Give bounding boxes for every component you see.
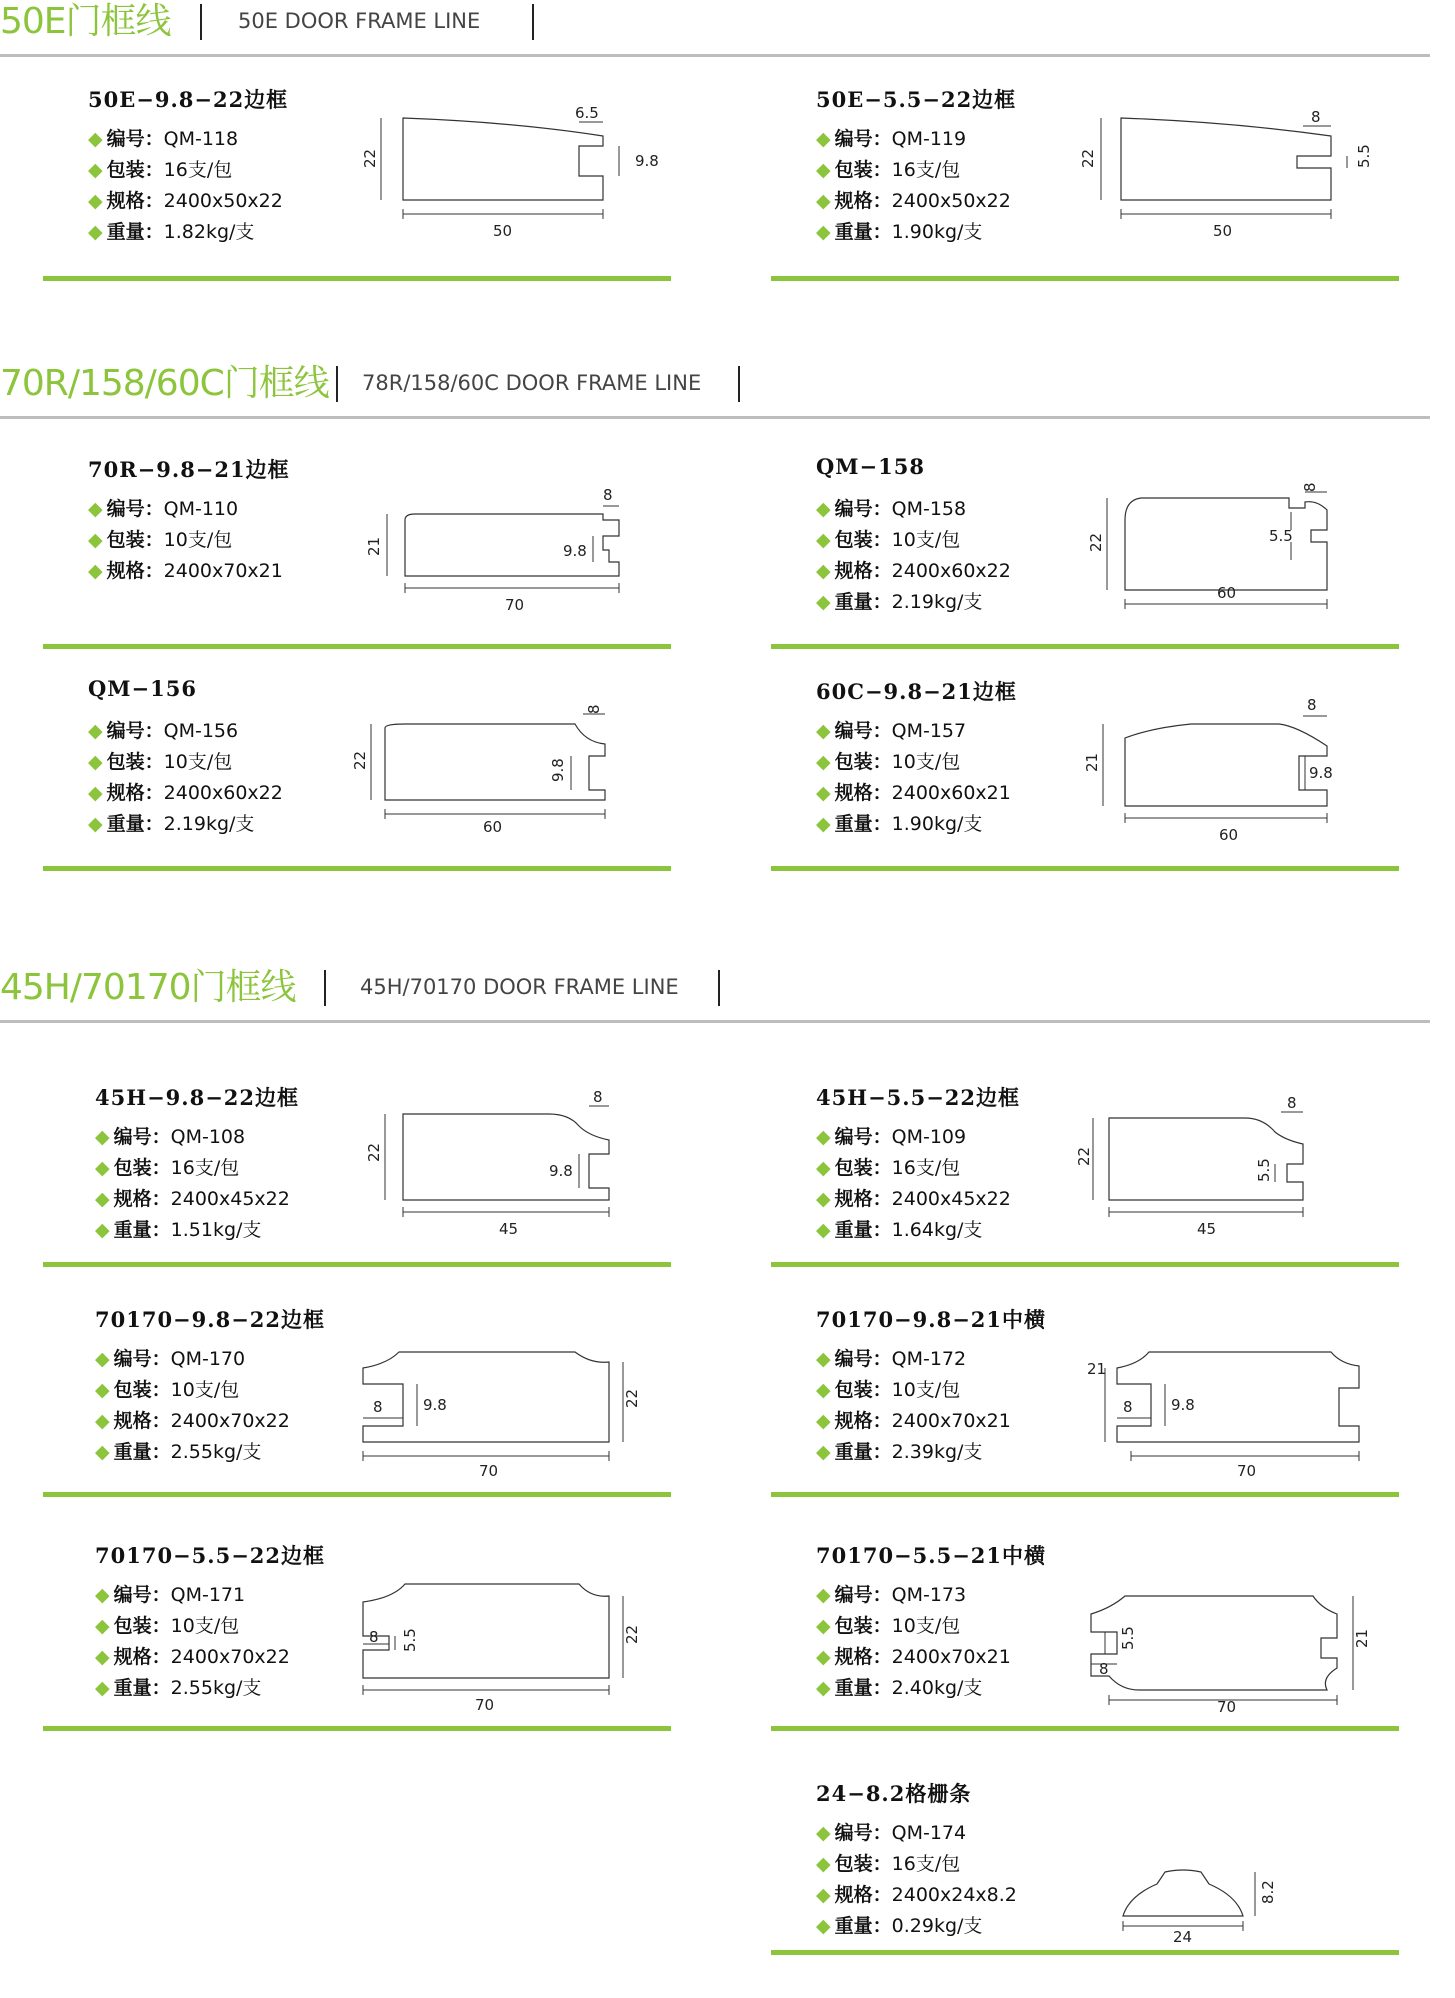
spec-weight: ◆ 重量：1.90kg/支 — [816, 813, 983, 835]
spec-size: ◆ 规格：2400x70x21 — [816, 1646, 1011, 1668]
spec-list — [816, 1580, 1011, 1704]
diamond-bullet-icon: ◆ — [95, 1188, 110, 1210]
card-rule — [771, 1262, 1399, 1267]
spec-size: ◆ 规格：2400x70x22 — [95, 1646, 290, 1668]
spec-list — [88, 124, 283, 248]
card-rule — [43, 866, 671, 871]
product-card — [771, 84, 1399, 304]
card-rule — [771, 644, 1399, 649]
spec-pack: ◆ 包装：10支/包 — [95, 1379, 240, 1401]
card-rule — [43, 1262, 671, 1267]
section-rule — [0, 54, 1430, 57]
card-rule — [771, 1492, 1399, 1497]
diamond-bullet-icon: ◆ — [816, 498, 831, 520]
section-title: 50E门框线 — [0, 1, 171, 42]
spec-list — [95, 1122, 290, 1246]
dim-a: 8 — [1311, 108, 1321, 126]
spec-code: ◆ 编号：QM-172 — [816, 1348, 967, 1370]
spec-pack: ◆ 包装：10支/包 — [816, 751, 961, 773]
spec-size: ◆ 规格：2400x60x21 — [816, 782, 1011, 804]
spec-pack: ◆ 包装：16支/包 — [816, 1853, 961, 1875]
diamond-bullet-icon: ◆ — [816, 1219, 831, 1241]
spec-pack: ◆ 包装：10支/包 — [95, 1615, 240, 1637]
diamond-bullet-icon: ◆ — [95, 1157, 110, 1179]
dim-width: 50 — [1213, 222, 1233, 240]
dim-height: 22 — [351, 750, 369, 770]
dim-b: 5.5 — [401, 1628, 419, 1652]
title-divider — [336, 366, 338, 402]
diamond-bullet-icon: ◆ — [816, 1379, 831, 1401]
diamond-bullet-icon: ◆ — [816, 1410, 831, 1432]
diamond-bullet-icon: ◆ — [88, 190, 103, 212]
diamond-bullet-icon: ◆ — [816, 1822, 831, 1844]
profile-drawing — [313, 1088, 653, 1252]
section-subtitle: 50E DOOR FRAME LINE — [238, 9, 481, 33]
spec-code: ◆ 编号：QM-108 — [95, 1126, 246, 1148]
diamond-bullet-icon: ◆ — [95, 1126, 110, 1148]
dim-width: 45 — [499, 1220, 519, 1238]
title-divider — [718, 970, 720, 1006]
diamond-bullet-icon: ◆ — [95, 1410, 110, 1432]
dim-b: 9.8 — [549, 1162, 573, 1180]
spec-size: ◆ 规格：2400x60x22 — [88, 782, 283, 804]
card-rule — [43, 1726, 671, 1731]
diamond-bullet-icon: ◆ — [816, 1126, 831, 1148]
spec-pack: ◆ 包装：16支/包 — [88, 159, 233, 181]
card-rule — [43, 1492, 671, 1497]
dim-a: 6.5 — [575, 104, 599, 122]
product-title: 70170−9.8−21中横 — [816, 1307, 1047, 1332]
spec-list — [816, 1818, 1017, 1942]
diamond-bullet-icon: ◆ — [95, 1677, 110, 1699]
dim-width: 60 — [1217, 584, 1237, 602]
diamond-bullet-icon: ◆ — [816, 1915, 831, 1937]
title-divider — [738, 366, 740, 402]
diamond-bullet-icon: ◆ — [95, 1379, 110, 1401]
profile-drawing — [313, 1314, 653, 1480]
product-title: 70170−5.5−21中横 — [816, 1543, 1047, 1568]
spec-list — [95, 1344, 290, 1468]
product-title: 50E−9.8−22边框 — [88, 87, 289, 112]
product-title: 70R−9.8−21边框 — [88, 457, 290, 482]
dim-width: 60 — [1219, 826, 1239, 844]
product-card — [43, 84, 671, 304]
diamond-bullet-icon: ◆ — [95, 1219, 110, 1241]
spec-size: ◆ 规格：2400x50x22 — [88, 190, 283, 212]
diamond-bullet-icon: ◆ — [95, 1348, 110, 1370]
dim-a: 8 — [603, 486, 613, 504]
product-card — [771, 1540, 1399, 1760]
product-card — [771, 1778, 1399, 1998]
spec-size: ◆ 规格：2400x50x22 — [816, 190, 1011, 212]
dim-b: 9.8 — [1309, 764, 1333, 782]
dim-height: 22 — [623, 1388, 641, 1408]
dim-b: 5.5 — [1119, 1626, 1137, 1650]
title-divider — [324, 970, 326, 1006]
spec-list — [816, 1122, 1011, 1246]
spec-weight: ◆ 重量：2.55kg/支 — [95, 1441, 262, 1463]
dim-height: 21 — [1087, 1360, 1107, 1378]
spec-weight: ◆ 重量：2.40kg/支 — [816, 1677, 983, 1699]
title-divider — [532, 4, 534, 40]
spec-code: ◆ 编号：QM-158 — [816, 498, 967, 520]
product-card — [771, 676, 1399, 896]
dim-height: 22 — [361, 148, 379, 168]
spec-list — [816, 494, 1011, 618]
section-title: 70R/158/60C门框线 — [0, 363, 329, 404]
card-rule — [43, 644, 671, 649]
profile-drawing — [313, 484, 653, 634]
dim-height: 22 — [1079, 148, 1097, 168]
spec-weight: ◆ 重量：2.19kg/支 — [816, 591, 983, 613]
spec-size: ◆ 规格：2400x70x22 — [95, 1410, 290, 1432]
spec-list — [816, 716, 1011, 840]
product-card — [43, 1540, 671, 1760]
diamond-bullet-icon: ◆ — [95, 1441, 110, 1463]
spec-pack: ◆ 包装：10支/包 — [88, 529, 233, 551]
product-title: 24−8.2格栅条 — [816, 1781, 972, 1806]
section-header-70r — [0, 362, 1430, 422]
section-header-45h — [0, 966, 1430, 1026]
spec-pack: ◆ 包装：16支/包 — [816, 1157, 961, 1179]
product-title: QM−156 — [88, 676, 197, 701]
spec-list — [816, 124, 1011, 248]
diamond-bullet-icon: ◆ — [816, 720, 831, 742]
spec-list — [816, 1344, 1011, 1468]
profile-drawing — [313, 1550, 653, 1714]
diamond-bullet-icon: ◆ — [816, 591, 831, 613]
diamond-bullet-icon: ◆ — [88, 751, 103, 773]
diamond-bullet-icon: ◆ — [95, 1615, 110, 1637]
dim-b: 9.8 — [1171, 1396, 1195, 1414]
spec-list — [95, 1580, 290, 1704]
card-rule — [771, 866, 1399, 871]
spec-code: ◆ 编号：QM-157 — [816, 720, 967, 742]
spec-weight: ◆ 重量：1.82kg/支 — [88, 221, 255, 243]
diamond-bullet-icon: ◆ — [816, 1584, 831, 1606]
dim-width: 24 — [1173, 1928, 1193, 1946]
product-card — [43, 454, 671, 674]
profile-drawing — [1041, 1550, 1381, 1716]
spec-size: ◆ 规格：2400x70x21 — [88, 560, 283, 582]
spec-size: ◆ 规格：2400x70x21 — [816, 1410, 1011, 1432]
diamond-bullet-icon: ◆ — [95, 1584, 110, 1606]
diamond-bullet-icon: ◆ — [816, 1853, 831, 1875]
profile-drawing — [1041, 464, 1381, 624]
dim-width: 70 — [1237, 1462, 1257, 1480]
dim-b: 9.8 — [635, 152, 659, 170]
dim-width: 45 — [1197, 1220, 1217, 1238]
spec-pack: ◆ 包装：10支/包 — [88, 751, 233, 773]
diamond-bullet-icon: ◆ — [88, 813, 103, 835]
dim-b: 9.8 — [549, 758, 567, 782]
profile-drawing — [313, 104, 659, 254]
diamond-bullet-icon: ◆ — [816, 1677, 831, 1699]
spec-weight: ◆ 重量：2.19kg/支 — [88, 813, 255, 835]
spec-weight: ◆ 重量：0.29kg/支 — [816, 1915, 983, 1937]
dim-a: 8 — [1307, 696, 1317, 714]
dim-height: 22 — [365, 1142, 383, 1162]
dim-a: 8 — [593, 1088, 603, 1106]
section-subtitle: 78R/158/60C DOOR FRAME LINE — [362, 371, 702, 395]
product-card — [771, 1304, 1399, 1524]
spec-pack: ◆ 包装：10支/包 — [816, 529, 961, 551]
diamond-bullet-icon: ◆ — [816, 1441, 831, 1463]
product-card — [43, 1304, 671, 1524]
dim-a: 8 — [373, 1398, 383, 1416]
profile-drawing — [1041, 686, 1381, 846]
diamond-bullet-icon: ◆ — [816, 1348, 831, 1370]
spec-code: ◆ 编号：QM-119 — [816, 128, 967, 150]
product-title: 45H−9.8−22边框 — [95, 1085, 300, 1110]
diamond-bullet-icon: ◆ — [88, 221, 103, 243]
diamond-bullet-icon: ◆ — [816, 221, 831, 243]
product-title: 60C−9.8−21边框 — [816, 679, 1017, 704]
spec-code: ◆ 编号：QM-118 — [88, 128, 239, 150]
diamond-bullet-icon: ◆ — [816, 1884, 831, 1906]
dim-a: 8 — [585, 704, 603, 714]
product-title: 50E−5.5−22边框 — [816, 87, 1017, 112]
diamond-bullet-icon: ◆ — [816, 190, 831, 212]
card-rule — [771, 1726, 1399, 1731]
dim-b: 9.8 — [423, 1396, 447, 1414]
diamond-bullet-icon: ◆ — [816, 560, 831, 582]
spec-code: ◆ 编号：QM-110 — [88, 498, 239, 520]
diamond-bullet-icon: ◆ — [816, 1188, 831, 1210]
spec-weight: ◆ 重量：1.64kg/支 — [816, 1219, 983, 1241]
spec-list — [88, 494, 283, 587]
diamond-bullet-icon: ◆ — [816, 1646, 831, 1668]
card-rule — [771, 276, 1399, 281]
diamond-bullet-icon: ◆ — [816, 159, 831, 181]
dim-height: 22 — [623, 1624, 641, 1644]
spec-code: ◆ 编号：QM-156 — [88, 720, 239, 742]
profile-drawing — [1041, 1314, 1381, 1480]
product-title: 45H−5.5−22边框 — [816, 1085, 1021, 1110]
dim-width: 70 — [479, 1462, 499, 1480]
dim-a: 8 — [1123, 1398, 1133, 1416]
dim-height: 8.2 — [1259, 1880, 1277, 1904]
dim-a: 8 — [1301, 482, 1319, 492]
diamond-bullet-icon: ◆ — [88, 128, 103, 150]
spec-code: ◆ 编号：QM-170 — [95, 1348, 246, 1370]
dim-b: 5.5 — [1255, 1158, 1273, 1182]
card-rule — [771, 1950, 1399, 1955]
profile-drawing — [1041, 1798, 1381, 1948]
dim-height: 21 — [1353, 1628, 1371, 1648]
dim-height: 22 — [1075, 1146, 1093, 1166]
section-header-50e — [0, 0, 1430, 60]
spec-code: ◆ 编号：QM-174 — [816, 1822, 967, 1844]
section-rule — [0, 416, 1430, 419]
dim-a: 8 — [369, 1628, 379, 1646]
diamond-bullet-icon: ◆ — [816, 529, 831, 551]
section-title: 45H/70170门框线 — [0, 967, 296, 1008]
dim-b: 5.5 — [1269, 527, 1293, 545]
diamond-bullet-icon: ◆ — [816, 128, 831, 150]
dim-width: 50 — [493, 222, 513, 240]
spec-weight: ◆ 重量：1.90kg/支 — [816, 221, 983, 243]
spec-code: ◆ 编号：QM-173 — [816, 1584, 967, 1606]
section-rule — [0, 1020, 1430, 1023]
spec-pack: ◆ 包装：16支/包 — [95, 1157, 240, 1179]
diamond-bullet-icon: ◆ — [88, 529, 103, 551]
dim-width: 70 — [505, 596, 525, 614]
spec-code: ◆ 编号：QM-109 — [816, 1126, 967, 1148]
diamond-bullet-icon: ◆ — [816, 1615, 831, 1637]
spec-size: ◆ 规格：2400x45x22 — [95, 1188, 290, 1210]
diamond-bullet-icon: ◆ — [88, 159, 103, 181]
diamond-bullet-icon: ◆ — [816, 1157, 831, 1179]
dim-height: 22 — [1087, 532, 1105, 552]
dim-width: 70 — [475, 1696, 495, 1714]
spec-pack: ◆ 包装：10支/包 — [816, 1615, 961, 1637]
dim-height: 21 — [1083, 752, 1101, 772]
dim-width: 70 — [1217, 1698, 1237, 1716]
diamond-bullet-icon: ◆ — [88, 560, 103, 582]
profile-drawing — [1041, 1092, 1381, 1252]
spec-weight: ◆ 重量：2.55kg/支 — [95, 1677, 262, 1699]
spec-size: ◆ 规格：2400x45x22 — [816, 1188, 1011, 1210]
product-card — [771, 1082, 1399, 1302]
dim-a: 8 — [1287, 1094, 1297, 1112]
product-card — [43, 1082, 671, 1302]
dim-height: 21 — [365, 536, 383, 556]
dim-a: 8 — [1099, 1660, 1109, 1678]
profile-drawing — [313, 686, 653, 846]
spec-code: ◆ 编号：QM-171 — [95, 1584, 246, 1606]
product-card — [43, 676, 671, 896]
diamond-bullet-icon: ◆ — [816, 782, 831, 804]
product-title: 70170−5.5−22边框 — [95, 1543, 326, 1568]
dim-width: 60 — [483, 818, 503, 836]
dim-b: 9.8 — [563, 542, 587, 560]
diamond-bullet-icon: ◆ — [816, 813, 831, 835]
profile-drawing — [1041, 104, 1381, 254]
spec-weight: ◆ 重量：2.39kg/支 — [816, 1441, 983, 1463]
title-divider — [200, 4, 202, 40]
diamond-bullet-icon: ◆ — [88, 782, 103, 804]
card-rule — [43, 276, 671, 281]
spec-weight: ◆ 重量：1.51kg/支 — [95, 1219, 262, 1241]
diamond-bullet-icon: ◆ — [88, 498, 103, 520]
diamond-bullet-icon: ◆ — [95, 1646, 110, 1668]
spec-pack: ◆ 包装：10支/包 — [816, 1379, 961, 1401]
diamond-bullet-icon: ◆ — [88, 720, 103, 742]
product-title: 70170−9.8−22边框 — [95, 1307, 326, 1332]
spec-size: ◆ 规格：2400x24x8.2 — [816, 1884, 1017, 1906]
spec-list — [88, 716, 283, 840]
spec-pack: ◆ 包装：16支/包 — [816, 159, 961, 181]
section-subtitle: 45H/70170 DOOR FRAME LINE — [360, 975, 679, 999]
diamond-bullet-icon: ◆ — [816, 751, 831, 773]
product-title: QM−158 — [816, 454, 925, 479]
product-card — [771, 454, 1399, 674]
spec-size: ◆ 规格：2400x60x22 — [816, 560, 1011, 582]
dim-b: 5.5 — [1355, 144, 1373, 168]
